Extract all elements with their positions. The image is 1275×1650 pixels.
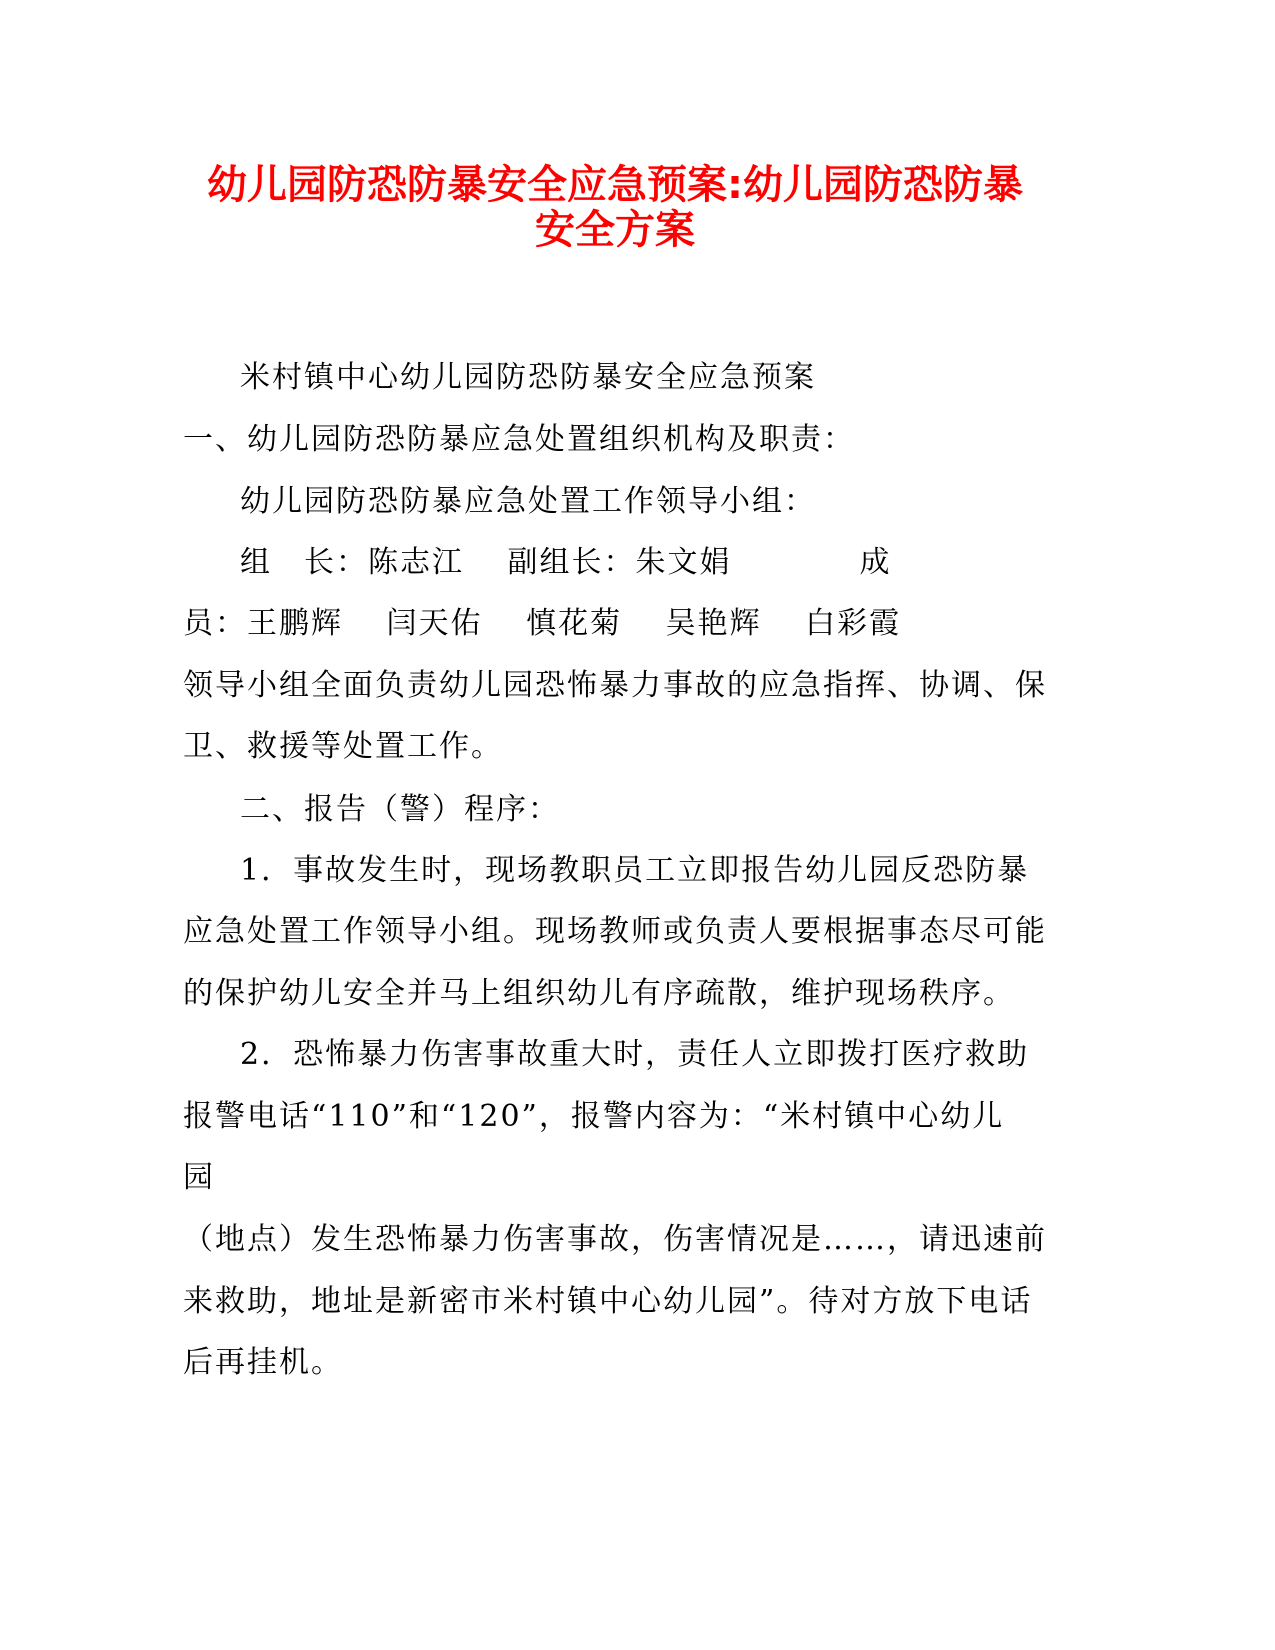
section-heading-2: 二、报告（警）程序： — [240, 792, 560, 827]
paragraph-line: 园 — [183, 1160, 215, 1195]
document-title-line-1: 幼儿园防恐防暴安全应急预案:幼儿园防恐防暴 — [207, 162, 1023, 208]
section-heading-1: 一、幼儿园防恐防暴应急处置组织机构及职责： — [183, 422, 855, 457]
paragraph-line: 来救助，地址是新密市米村镇中心幼儿园”。待对方放下电话 — [183, 1284, 1033, 1319]
paragraph-line: 后再挂机。 — [183, 1345, 343, 1380]
paragraph-line: 2．恐怖暴力伤害事故重大时，责任人立即拨打医疗救助 — [240, 1037, 1030, 1072]
paragraph-line: 应急处置工作领导小组。现场教师或负责人要根据事态尽可能 — [183, 914, 1047, 949]
paragraph-line: 领导小组全面负责幼儿园恐怖暴力事故的应急指挥、协调、保 — [183, 668, 1047, 703]
paragraph-line: 幼儿园防恐防暴应急处置工作领导小组： — [240, 484, 816, 519]
paragraph-line: 组 长：陈志江 副组长：朱文娟 成 — [240, 545, 892, 580]
paragraph-line: 1．事故发生时，现场教职员工立即报告幼儿园反恐防暴 — [240, 853, 1030, 888]
paragraph-line: 卫、救援等处置工作。 — [183, 729, 503, 764]
paragraph-line: 的保护幼儿安全并马上组织幼儿有序疏散，维护现场秩序。 — [183, 976, 1015, 1011]
subtitle: 米村镇中心幼儿园防恐防暴安全应急预案 — [240, 360, 816, 395]
document-title-line-2: 安全方案 — [535, 207, 695, 253]
paragraph-line: 报警电话“110”和“120”，报警内容为：“米村镇中心幼儿 — [183, 1099, 1005, 1134]
paragraph-line: 员：王鹏辉 闫天佑 慎花菊 吴艳辉 白彩霞 — [183, 606, 902, 641]
paragraph-line: （地点）发生恐怖暴力伤害事故，伤害情况是……，请迅速前 — [183, 1222, 1047, 1257]
